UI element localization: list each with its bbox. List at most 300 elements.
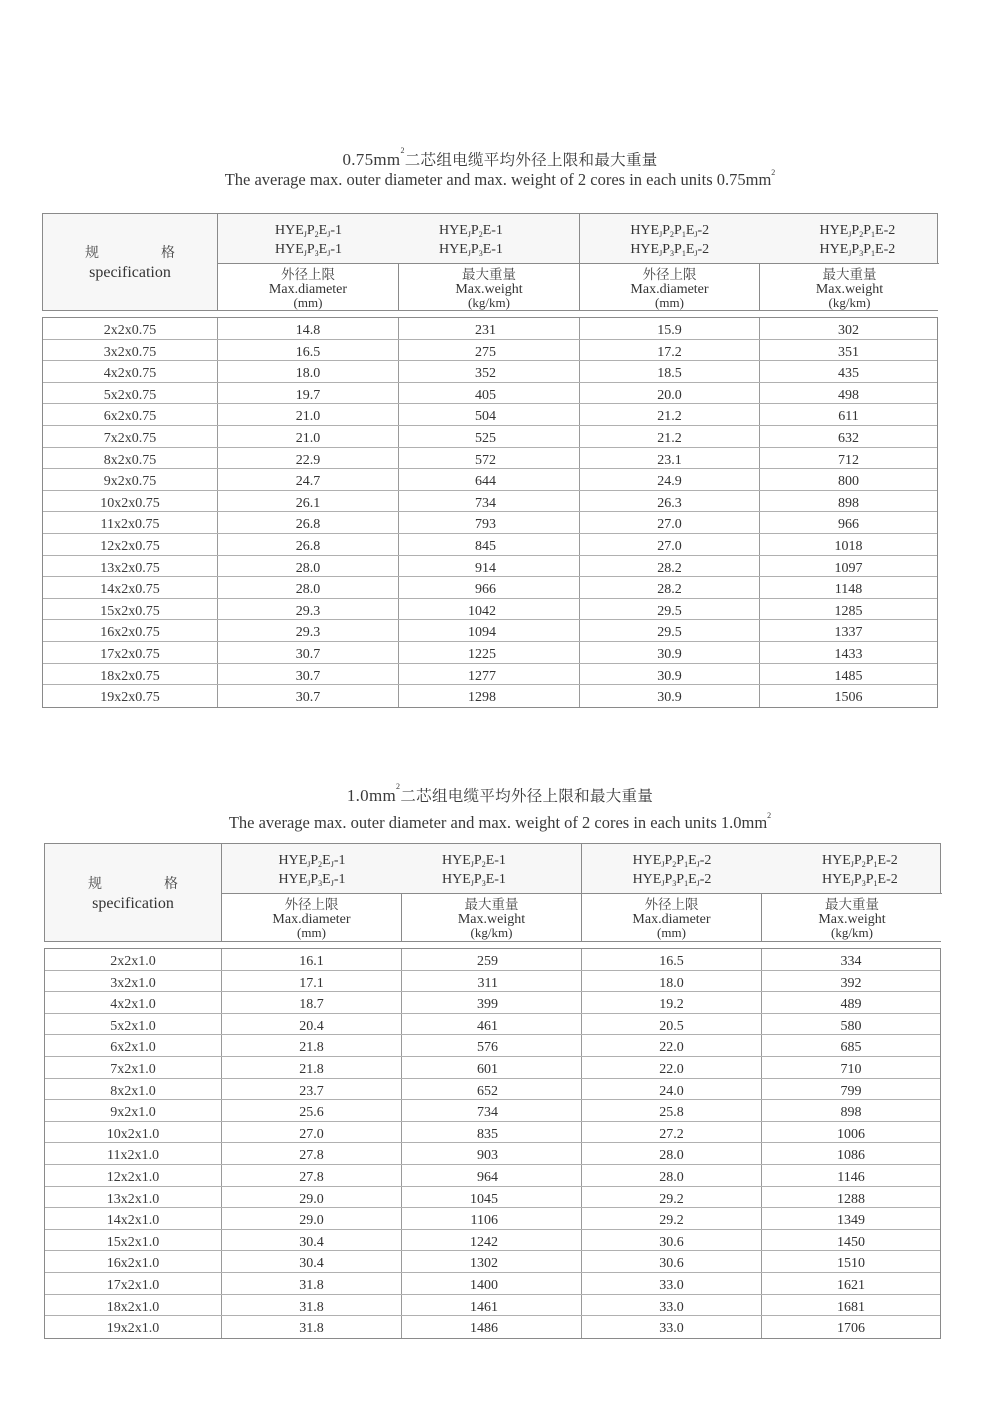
- table-row: [45, 1165, 940, 1187]
- max-weight-cell: 576: [402, 1035, 582, 1056]
- table-row: [43, 426, 937, 448]
- table-row: [45, 1187, 940, 1209]
- max-diameter-cell: 16.1: [222, 949, 402, 970]
- spec-cell: 8x2x0.75: [43, 448, 218, 469]
- table-row: [43, 685, 937, 707]
- spec-cell: 10x2x0.75: [43, 491, 218, 512]
- max-diameter-cell: 22.0: [582, 1057, 762, 1078]
- max-weight-cell: 489: [840, 997, 862, 1013]
- max-weight-cell: 352: [399, 361, 580, 382]
- table-row: [45, 949, 940, 971]
- table-row: [45, 1100, 940, 1122]
- max-weight-cell: 1285: [834, 603, 863, 619]
- table-row: [45, 1295, 940, 1317]
- model-line-2: $HYE_JP_3P_1E_J-2$: [630, 242, 710, 258]
- max-diameter-cell: 30.7: [218, 642, 399, 663]
- subheader-en: Max.weight: [457, 912, 526, 927]
- max-diameter-cell: 19.2: [582, 992, 762, 1013]
- max-weight-cell: 1621: [837, 1278, 865, 1293]
- table-title-cn: [0, 148, 1000, 170]
- max-weight-cell: 835: [402, 1122, 582, 1143]
- max-diameter-cell: 16.5: [582, 949, 762, 970]
- max-diameter-cell: 21.8: [222, 1057, 402, 1078]
- max-weight-cell: 1302: [402, 1251, 582, 1272]
- max-diameter-cell: 28.2: [580, 577, 760, 598]
- spec-cell: 11x2x1.0: [45, 1143, 222, 1164]
- max-weight-cell: 1106: [402, 1208, 582, 1229]
- model-line-2: $HYE_JP_3P_1E_J-2$: [632, 872, 712, 888]
- spec-cell: 3x2x0.75: [43, 340, 218, 361]
- model-line-2: $HYE_JP_3E-1$: [439, 242, 503, 258]
- max-weight-cell: 1461: [402, 1295, 582, 1316]
- table-row: [43, 534, 937, 556]
- table-header: [42, 213, 938, 311]
- subheader-en: Max.weight: [455, 282, 523, 297]
- max-weight-cell: 334: [840, 954, 862, 969]
- max-diameter-cell: 29.2: [582, 1187, 762, 1208]
- table-row: [43, 383, 937, 405]
- subheader-en: Max.diameter: [268, 282, 348, 297]
- table-row: [43, 620, 937, 642]
- max-diameter-cell: 19.7: [218, 383, 399, 404]
- subheader-en: Max.diameter: [632, 912, 711, 927]
- spec-cell: 19x2x0.75: [43, 685, 218, 707]
- max-weight-cell: 1450: [837, 1234, 865, 1250]
- spec-cell: 10x2x1.0: [45, 1122, 222, 1143]
- spec-cell: 17x2x0.75: [43, 642, 218, 663]
- table-row: [43, 340, 937, 362]
- spec-cell: 4x2x0.75: [43, 361, 218, 382]
- max-diameter-cell: 30.9: [580, 664, 760, 685]
- max-weight-cell: 966: [838, 517, 859, 533]
- max-weight-cell: 1486: [402, 1316, 582, 1338]
- table-row: [43, 556, 937, 578]
- max-diameter-cell: 27.8: [222, 1165, 402, 1186]
- max-weight-cell: 799: [840, 1083, 862, 1099]
- max-weight-cell: 231: [399, 318, 580, 339]
- table-row: [43, 642, 937, 664]
- table-row: [45, 1208, 940, 1230]
- model-line-1: $HYE_JP_2E_J-1$: [278, 853, 346, 869]
- max-weight-cell: 435: [838, 366, 859, 382]
- max-diameter-cell: 21.2: [580, 426, 760, 447]
- spec-cell: 18x2x1.0: [45, 1295, 222, 1316]
- max-weight-cell: 966: [399, 577, 580, 598]
- table-row: [43, 469, 937, 491]
- spec-cell: 4x2x1.0: [45, 992, 222, 1013]
- max-diameter-cell: 14.8: [218, 318, 399, 339]
- table-row: [45, 992, 940, 1014]
- max-diameter-cell: 31.8: [222, 1295, 402, 1316]
- max-diameter-cell: 17.2: [580, 340, 760, 361]
- max-diameter-cell: 24.0: [582, 1079, 762, 1100]
- max-weight-cell: 710: [840, 1062, 862, 1077]
- spec-cell: 16x2x1.0: [45, 1251, 222, 1272]
- max-weight-cell: 898: [840, 1105, 862, 1121]
- max-diameter-cell: 30.4: [222, 1230, 402, 1251]
- max-weight-cell: 1298: [399, 685, 580, 707]
- max-diameter-cell: 20.5: [582, 1014, 762, 1035]
- model-line-2: $HYE_JP_3E-1$: [442, 872, 506, 888]
- spec-char-2: 格: [164, 875, 178, 892]
- subheader-max-diameter: [222, 894, 402, 941]
- table-row: [45, 1251, 940, 1273]
- subheader-unit: (kg/km): [831, 925, 873, 940]
- subheader-en: Max.weight: [815, 282, 884, 297]
- max-weight-cell: 1681: [837, 1299, 865, 1315]
- spec-cell: 6x2x1.0: [45, 1035, 222, 1056]
- model-names: [218, 222, 399, 260]
- table-row: [45, 1057, 940, 1079]
- max-weight-cell: 504: [399, 404, 580, 425]
- spec-cell: 19x2x1.0: [45, 1316, 222, 1338]
- max-diameter-cell: 27.0: [222, 1122, 402, 1143]
- max-weight-cell: 903: [402, 1143, 582, 1164]
- table-header: [44, 843, 941, 942]
- max-diameter-cell: 30.6: [582, 1251, 762, 1272]
- max-weight-cell: 275: [399, 340, 580, 361]
- max-diameter-cell: 26.3: [580, 491, 760, 512]
- title-chinese: 二芯组电缆平均外径上限和最大重量: [404, 151, 658, 169]
- subheader-en: Max.weight: [818, 912, 886, 927]
- max-weight-cell: 800: [838, 474, 859, 490]
- subheader-unit: (mm): [293, 295, 323, 310]
- max-weight-cell: 311: [402, 971, 582, 992]
- spec-cell: 9x2x0.75: [43, 469, 218, 490]
- spec-label-en: specification: [89, 264, 171, 281]
- subheader-unit: (kg/km): [470, 925, 513, 940]
- max-diameter-cell: 25.8: [582, 1100, 762, 1121]
- max-diameter-cell: 20.0: [580, 383, 760, 404]
- max-weight-cell: 302: [838, 323, 859, 338]
- model-names: [439, 222, 580, 260]
- max-weight-cell: 1146: [837, 1170, 865, 1185]
- subheader-unit: (kg/km): [828, 295, 871, 310]
- max-weight-cell: 405: [399, 383, 580, 404]
- max-diameter-cell: 22.0: [582, 1035, 762, 1056]
- model-names: [822, 852, 942, 890]
- max-weight-cell: 644: [399, 469, 580, 490]
- max-diameter-cell: 31.8: [222, 1316, 402, 1338]
- max-diameter-cell: 26.8: [218, 512, 399, 533]
- max-diameter-cell: 28.0: [582, 1143, 762, 1164]
- max-weight-cell: 685: [840, 1040, 862, 1056]
- subheader-max-weight: [399, 264, 580, 310]
- model-line-1: $HYE_JP_2E_J-1$: [274, 223, 343, 239]
- model-line-2: $HYE_JP_3E_J-1$: [278, 872, 346, 888]
- max-diameter-cell: 33.0: [582, 1273, 762, 1294]
- model-names: [222, 852, 402, 890]
- subheader-cn: 外径上限: [644, 897, 699, 913]
- max-diameter-cell: 24.7: [218, 469, 399, 490]
- title-chinese: 二芯组电缆平均外径上限和最大重量: [400, 787, 654, 805]
- max-diameter-cell: 30.4: [222, 1251, 402, 1272]
- table-row: [43, 491, 937, 513]
- max-diameter-cell: 27.0: [580, 512, 760, 533]
- table-title-en: [0, 170, 1000, 190]
- max-weight-cell: 898: [838, 495, 859, 511]
- max-weight-cell: 461: [402, 1014, 582, 1035]
- header-group-1: [218, 214, 580, 264]
- max-weight-cell: 1400: [402, 1273, 582, 1294]
- max-weight-cell: 1045: [402, 1187, 582, 1208]
- table-body: [44, 948, 941, 1339]
- model-names: [820, 222, 940, 260]
- spec-cell: 14x2x1.0: [45, 1208, 222, 1229]
- max-diameter-cell: 21.8: [222, 1035, 402, 1056]
- table-row: [43, 599, 937, 621]
- table-title-cn: [0, 784, 1000, 806]
- spec-char-1: 规: [85, 245, 99, 261]
- max-weight-cell: 498: [838, 387, 859, 403]
- title-size: 0.75mm: [342, 150, 401, 169]
- max-diameter-cell: 18.7: [222, 992, 402, 1013]
- max-diameter-cell: 33.0: [582, 1295, 762, 1316]
- max-diameter-cell: 30.7: [218, 685, 399, 707]
- table-row: [45, 1035, 940, 1057]
- max-weight-cell: 964: [402, 1165, 582, 1186]
- max-weight-cell: 1277: [399, 664, 580, 685]
- title-superscript: 2: [400, 146, 405, 155]
- max-weight-cell: 1148: [834, 582, 863, 598]
- model-line-1: $HYE_JP_2P_1E_J-2$: [632, 853, 712, 869]
- max-diameter-cell: 29.2: [582, 1208, 762, 1229]
- max-weight-cell: 1510: [837, 1256, 865, 1272]
- max-diameter-cell: 29.3: [218, 599, 399, 620]
- model-line-1: $HYE_JP_2P_1E-2$: [822, 853, 898, 869]
- subheader-max-weight: [760, 264, 939, 310]
- header-group-2: [580, 214, 939, 264]
- header-specification: [45, 844, 222, 941]
- max-diameter-cell: 21.0: [218, 426, 399, 447]
- max-diameter-cell: 27.8: [222, 1143, 402, 1164]
- max-weight-cell: 734: [402, 1100, 582, 1121]
- table-row: [45, 1122, 940, 1144]
- spec-cell: 7x2x1.0: [45, 1057, 222, 1078]
- max-weight-cell: 1706: [837, 1321, 865, 1337]
- max-weight-cell: 399: [402, 992, 582, 1013]
- title-superscript: 2: [767, 811, 772, 820]
- table-row: [43, 512, 937, 534]
- spec-cell: 13x2x1.0: [45, 1187, 222, 1208]
- spec-cell: 3x2x1.0: [45, 971, 222, 992]
- max-diameter-cell: 18.0: [582, 971, 762, 992]
- subheader-max-diameter: [218, 264, 399, 310]
- spec-cell: 5x2x1.0: [45, 1014, 222, 1035]
- max-diameter-cell: 17.1: [222, 971, 402, 992]
- max-weight-cell: 652: [402, 1079, 582, 1100]
- spec-label-cn: [85, 242, 175, 262]
- max-diameter-cell: 18.5: [580, 361, 760, 382]
- model-names: [580, 222, 760, 260]
- spec-cell: 13x2x0.75: [43, 556, 218, 577]
- max-diameter-cell: 28.0: [218, 556, 399, 577]
- title-english: The average max. outer diameter and max. weight of 2 cores in each units 1.0mm: [228, 813, 768, 832]
- header-group-1: [222, 844, 582, 894]
- table-row: [43, 664, 937, 686]
- max-weight-cell: 1337: [834, 625, 863, 641]
- model-names: [582, 852, 762, 890]
- max-diameter-cell: 30.7: [218, 664, 399, 685]
- title-superscript: 2: [771, 168, 776, 177]
- max-diameter-cell: 26.8: [218, 534, 399, 555]
- model-line-1: $HYE_JP_2P_1E-2$: [819, 223, 896, 239]
- max-diameter-cell: 29.5: [580, 599, 760, 620]
- subheader-en: Max.diameter: [272, 912, 351, 927]
- max-diameter-cell: 28.0: [218, 577, 399, 598]
- max-weight-cell: 1097: [834, 560, 863, 576]
- subheader-en: Max.diameter: [630, 282, 709, 297]
- spec-cell: 7x2x0.75: [43, 426, 218, 447]
- max-weight-cell: 392: [840, 975, 862, 991]
- subheader-max-weight: [402, 894, 582, 941]
- max-diameter-cell: 30.9: [580, 642, 760, 663]
- subheader-cn: 最大重量: [462, 267, 516, 283]
- subheader-unit: (kg/km): [468, 295, 510, 310]
- max-diameter-cell: 33.0: [582, 1316, 762, 1338]
- max-weight-cell: 525: [399, 426, 580, 447]
- max-weight-cell: 734: [399, 491, 580, 512]
- max-diameter-cell: 28.0: [582, 1165, 762, 1186]
- spec-cell: 2x2x1.0: [45, 949, 222, 970]
- spec-cell: 17x2x1.0: [45, 1273, 222, 1294]
- subheader-max-weight: [762, 894, 942, 941]
- max-diameter-cell: 22.9: [218, 448, 399, 469]
- table-row: [43, 577, 937, 599]
- max-diameter-cell: 26.1: [218, 491, 399, 512]
- max-diameter-cell: 21.0: [218, 404, 399, 425]
- max-weight-cell: 611: [838, 409, 859, 425]
- table-row: [43, 448, 937, 470]
- model-line-2: $HYE_JP_3P_1E-2$: [819, 242, 896, 258]
- model-names: [442, 852, 582, 890]
- table-body: [42, 317, 938, 708]
- max-weight-cell: 845: [399, 534, 580, 555]
- model-line-2: $HYE_JP_3E_J-1$: [274, 242, 343, 258]
- header-group-2: [582, 844, 942, 894]
- subheader-cn: 最大重量: [822, 267, 877, 283]
- spec-cell: 18x2x0.75: [43, 664, 218, 685]
- max-diameter-cell: 29.5: [580, 620, 760, 641]
- subheader-unit: (mm): [655, 295, 684, 310]
- table-row: [45, 1143, 940, 1165]
- max-weight-cell: 601: [402, 1057, 582, 1078]
- spec-label-cn: [88, 873, 178, 893]
- spec-char-1: 规: [88, 875, 102, 892]
- spec-cell: 16x2x0.75: [43, 620, 218, 641]
- model-line-1: $HYE_JP_2P_1E_J-2$: [630, 223, 710, 239]
- max-diameter-cell: 29.3: [218, 620, 399, 641]
- max-weight-cell: 1006: [837, 1126, 865, 1142]
- table-row: [45, 1014, 940, 1036]
- max-weight-cell: 1225: [399, 642, 580, 663]
- max-weight-cell: 259: [402, 949, 582, 970]
- subheader-cn: 最大重量: [825, 897, 879, 913]
- table-row: [45, 1079, 940, 1101]
- max-weight-cell: 1288: [837, 1191, 865, 1207]
- subheader-cn: 外径上限: [642, 267, 697, 283]
- max-weight-cell: 1018: [834, 539, 863, 554]
- model-line-2: $HYE_JP_3P_1E-2$: [822, 872, 898, 888]
- max-weight-cell: 1485: [834, 668, 863, 684]
- max-weight-cell: 1242: [402, 1230, 582, 1251]
- spec-cell: 8x2x1.0: [45, 1079, 222, 1100]
- max-weight-cell: 632: [838, 431, 859, 446]
- max-diameter-cell: 15.9: [580, 318, 760, 339]
- subheader-cn: 最大重量: [464, 897, 519, 913]
- max-diameter-cell: 27.2: [582, 1122, 762, 1143]
- model-line-1: $HYE_JP_2E-1$: [439, 223, 503, 239]
- spec-cell: 9x2x1.0: [45, 1100, 222, 1121]
- max-diameter-cell: 25.6: [222, 1100, 402, 1121]
- max-weight-cell: 351: [838, 344, 859, 360]
- max-diameter-cell: 30.9: [580, 685, 760, 707]
- max-weight-cell: 1094: [399, 620, 580, 641]
- subheader-max-diameter: [580, 264, 760, 310]
- subheader-cn: 外径上限: [281, 267, 335, 283]
- spec-cell: 15x2x0.75: [43, 599, 218, 620]
- spec-cell: 2x2x0.75: [43, 318, 218, 339]
- spec-cell: 11x2x0.75: [43, 512, 218, 533]
- max-weight-cell: 580: [840, 1018, 862, 1034]
- spec-cell: 12x2x0.75: [43, 534, 218, 555]
- max-weight-cell: 1042: [399, 599, 580, 620]
- table-row: [45, 971, 940, 993]
- spec-cell: 6x2x0.75: [43, 404, 218, 425]
- max-diameter-cell: 31.8: [222, 1273, 402, 1294]
- max-diameter-cell: 18.0: [218, 361, 399, 382]
- max-weight-cell: 793: [399, 512, 580, 533]
- max-diameter-cell: 21.2: [580, 404, 760, 425]
- title-superscript: 2: [396, 782, 401, 791]
- table-row: [45, 1230, 940, 1252]
- title-size: 1.0mm: [346, 786, 397, 805]
- max-weight-cell: 572: [399, 448, 580, 469]
- max-diameter-cell: 16.5: [218, 340, 399, 361]
- max-diameter-cell: 30.6: [582, 1230, 762, 1251]
- max-weight-cell: 712: [838, 452, 859, 468]
- max-diameter-cell: 20.4: [222, 1014, 402, 1035]
- spec-cell: 5x2x0.75: [43, 383, 218, 404]
- model-line-1: $HYE_JP_2E-1$: [442, 853, 506, 869]
- max-weight-cell: 914: [399, 556, 580, 577]
- max-weight-cell: 1433: [834, 647, 863, 662]
- max-diameter-cell: 27.0: [580, 534, 760, 555]
- spec-label-en: specification: [92, 894, 174, 912]
- subheader-max-diameter: [582, 894, 762, 941]
- max-diameter-cell: 28.2: [580, 556, 760, 577]
- table-row: [45, 1316, 940, 1338]
- max-weight-cell: 1086: [837, 1148, 865, 1164]
- max-diameter-cell: 24.9: [580, 469, 760, 490]
- table-row: [43, 361, 937, 383]
- title-english: The average max. outer diameter and max. weight of 2 cores in each units 0.75mm: [224, 170, 772, 189]
- max-diameter-cell: 29.0: [222, 1208, 402, 1229]
- max-weight-cell: 1506: [834, 690, 863, 706]
- spec-char-2: 格: [161, 245, 175, 261]
- max-diameter-cell: 23.1: [580, 448, 760, 469]
- subheader-unit: (mm): [297, 925, 326, 940]
- table-row: [45, 1273, 940, 1295]
- spec-cell: 15x2x1.0: [45, 1230, 222, 1251]
- subheader-unit: (mm): [657, 925, 686, 940]
- spec-cell: 12x2x1.0: [45, 1165, 222, 1186]
- spec-cell: 14x2x0.75: [43, 577, 218, 598]
- table-title-en: [0, 813, 1000, 833]
- subheader-cn: 外径上限: [284, 897, 339, 913]
- max-weight-cell: 1349: [837, 1213, 865, 1229]
- header-specification: [43, 214, 218, 310]
